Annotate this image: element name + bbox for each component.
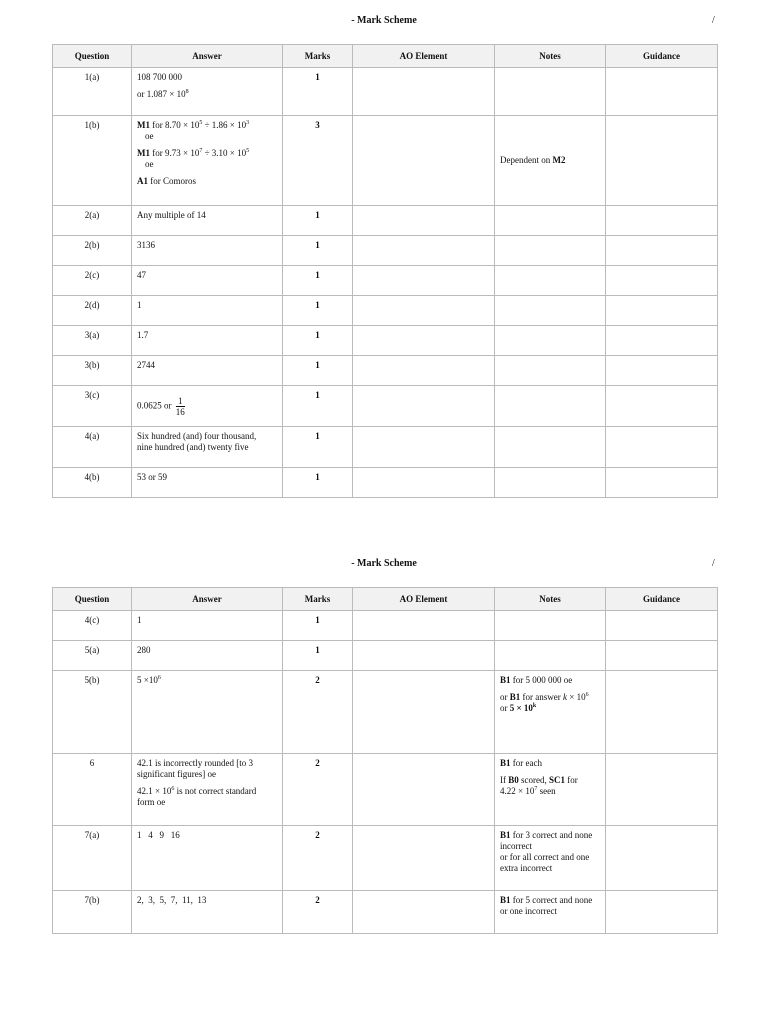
marks-cell: 1 — [283, 266, 353, 296]
notes-cell — [495, 427, 606, 468]
ao-cell — [353, 671, 495, 754]
answer-cell: 3136 — [132, 236, 283, 266]
column-header-answer: Answer — [132, 588, 283, 611]
notes-text: Dependent on — [500, 155, 553, 165]
notes-text: or for all correct and one — [500, 852, 590, 862]
marks-cell: 1 — [283, 236, 353, 266]
question-cell: 3(b) — [53, 356, 132, 386]
column-header-question: Question — [53, 588, 132, 611]
column-header-question: Question — [53, 45, 132, 68]
answer-cell — [132, 754, 283, 826]
answer-text: 5 ×10 — [137, 675, 158, 685]
page-mark: / — [712, 558, 715, 569]
answer-line: or 1.087 × 10 — [137, 89, 186, 99]
guidance-cell — [606, 116, 718, 206]
guidance-cell — [606, 427, 718, 468]
question-cell: 3(a) — [53, 326, 132, 356]
table-row — [53, 266, 718, 296]
answer-line: 108 700 000 — [137, 72, 182, 82]
fraction-numerator: 1 — [176, 396, 185, 407]
column-header-ao-element: AO Element — [353, 45, 495, 68]
notes-text: for 5 correct and none — [510, 895, 593, 905]
column-header-guidance: Guidance — [606, 588, 718, 611]
notes-cell — [495, 891, 606, 934]
question-cell: 4(c) — [53, 611, 132, 641]
question-cell: 4(b) — [53, 468, 132, 498]
answer-cell: 1 — [132, 611, 283, 641]
ao-cell — [353, 641, 495, 671]
question-cell: 6 — [53, 754, 132, 826]
exponent: 6 — [171, 786, 175, 792]
table-row — [53, 386, 718, 427]
exponent: k — [532, 703, 537, 709]
table-row — [53, 891, 718, 934]
answer-cell: 1 4 9 16 — [132, 826, 283, 891]
exponent: 6 — [157, 675, 161, 681]
mark-code: B1 — [509, 692, 521, 702]
mark-scheme-table-2 — [52, 587, 718, 934]
guidance-cell — [606, 206, 718, 236]
guidance-cell — [606, 386, 718, 427]
answer-line: significant figures] oe — [137, 769, 216, 779]
variable-k: k — [563, 692, 567, 702]
notes-value: 5 × 10 — [509, 703, 533, 713]
table-row — [53, 754, 718, 826]
mark-code: B1 — [500, 830, 511, 840]
answer-cell: 1 — [132, 296, 283, 326]
marks-cell: 2 — [283, 671, 353, 754]
notes-cell — [495, 671, 606, 754]
answer-text: ÷ 1.86 × 10 — [202, 120, 247, 130]
marks-cell: 1 — [283, 427, 353, 468]
answer-cell: 1.7 — [132, 326, 283, 356]
mark-code: B1 — [500, 758, 511, 768]
answer-text: ÷ 3.10 × 10 — [202, 148, 247, 158]
answer-cell: 53 or 59 — [132, 468, 283, 498]
page-title: - Mark Scheme — [351, 558, 417, 569]
question-cell: 3(c) — [53, 386, 132, 427]
notes-cell — [495, 68, 606, 116]
mark-code: M2 — [552, 155, 566, 165]
answer-cell — [132, 68, 283, 116]
notes-text: extra incorrect — [500, 863, 553, 873]
answer-cell: 2744 — [132, 356, 283, 386]
column-header-answer: Answer — [132, 45, 283, 68]
ao-cell — [353, 266, 495, 296]
answer-cell — [132, 386, 283, 427]
notes-cell — [495, 386, 606, 427]
table-row — [53, 611, 718, 641]
column-header-marks: Marks — [283, 588, 353, 611]
mark-code: SC1 — [549, 775, 566, 785]
marks-cell: 1 — [283, 206, 353, 236]
table-row — [53, 296, 718, 326]
notes-cell — [495, 266, 606, 296]
column-header-notes: Notes — [495, 588, 606, 611]
ao-cell — [353, 468, 495, 498]
ao-cell — [353, 236, 495, 266]
answer-text: oe — [145, 131, 154, 141]
notes-cell — [495, 236, 606, 266]
marks-cell: 1 — [283, 386, 353, 427]
notes-cell — [495, 116, 606, 206]
notes-text: 4.22 × 10 — [500, 786, 535, 796]
notes-text: incorrect — [500, 841, 532, 851]
notes-cell — [495, 641, 606, 671]
page-title: - Mark Scheme — [351, 15, 417, 26]
table-row — [53, 427, 718, 468]
notes-cell — [495, 206, 606, 236]
mark-code: B0 — [508, 775, 519, 785]
exponent: 7 — [199, 148, 203, 154]
fraction-denominator: 16 — [175, 406, 185, 417]
notes-cell — [495, 296, 606, 326]
ao-cell — [353, 826, 495, 891]
question-cell: 1(b) — [53, 116, 132, 206]
ao-cell — [353, 68, 495, 116]
answer-cell — [132, 116, 283, 206]
ao-cell — [353, 611, 495, 641]
answer-line: Six hundred (and) four thousand, — [137, 431, 257, 441]
column-header-guidance: Guidance — [606, 45, 718, 68]
marks-cell: 1 — [283, 296, 353, 326]
question-cell: 1(a) — [53, 68, 132, 116]
question-cell: 5(b) — [53, 671, 132, 754]
exponent: 8 — [185, 89, 189, 95]
notes-text: seen — [537, 786, 556, 796]
marks-cell: 1 — [283, 326, 353, 356]
guidance-cell — [606, 826, 718, 891]
page-header-2 — [0, 558, 768, 574]
ao-cell — [353, 116, 495, 206]
notes-cell — [495, 826, 606, 891]
mark-code: B1 — [500, 895, 511, 905]
marks-cell: 3 — [283, 116, 353, 206]
question-cell: 7(a) — [53, 826, 132, 891]
guidance-cell — [606, 611, 718, 641]
marks-cell: 2 — [283, 891, 353, 934]
column-header-ao-element: AO Element — [353, 588, 495, 611]
table-row — [53, 68, 718, 116]
exponent: 5 — [199, 120, 203, 126]
mark-code: M1 — [137, 120, 150, 130]
table-row — [53, 671, 718, 754]
column-header-marks: Marks — [283, 45, 353, 68]
ao-cell — [353, 386, 495, 427]
guidance-cell — [606, 754, 718, 826]
table-row — [53, 326, 718, 356]
ao-cell — [353, 326, 495, 356]
marks-cell: 1 — [283, 611, 353, 641]
answer-cell — [132, 427, 283, 468]
answer-text: 42.1 × 10 — [137, 786, 172, 796]
notes-text: scored, — [518, 775, 550, 785]
marks-cell: 2 — [283, 754, 353, 826]
notes-text: for — [565, 775, 578, 785]
answer-text: is not correct standard — [174, 786, 257, 796]
notes-text: for 5 000 000 oe — [510, 675, 573, 685]
answer-cell — [132, 671, 283, 754]
notes-text: for 3 correct and none — [510, 830, 593, 840]
notes-cell — [495, 356, 606, 386]
mark-code: M1 — [137, 148, 150, 158]
guidance-cell — [606, 671, 718, 754]
ao-cell — [353, 754, 495, 826]
table-row — [53, 641, 718, 671]
exponent: 7 — [534, 786, 538, 792]
table-row — [53, 116, 718, 206]
notes-text: for each — [510, 758, 542, 768]
table-row — [53, 236, 718, 266]
ao-cell — [353, 427, 495, 468]
marks-cell: 1 — [283, 356, 353, 386]
answer-cell: 47 — [132, 266, 283, 296]
table-row — [53, 826, 718, 891]
answer-cell: 2, 3, 5, 7, 11, 13 — [132, 891, 283, 934]
guidance-cell — [606, 641, 718, 671]
marks-cell: 1 — [283, 68, 353, 116]
table-header-row — [53, 588, 718, 611]
marks-cell: 1 — [283, 468, 353, 498]
answer-line: 42.1 is incorrectly rounded [to 3 — [137, 758, 253, 768]
guidance-cell — [606, 468, 718, 498]
table-row — [53, 206, 718, 236]
guidance-cell — [606, 68, 718, 116]
answer-text: for Comoros — [148, 176, 196, 186]
notes-text: or — [500, 692, 510, 702]
guidance-cell — [606, 326, 718, 356]
marks-cell: 1 — [283, 641, 353, 671]
question-cell: 2(a) — [53, 206, 132, 236]
ao-cell — [353, 296, 495, 326]
notes-text: for answer — [520, 692, 563, 702]
question-cell: 2(b) — [53, 236, 132, 266]
answer-line: form oe — [137, 797, 166, 807]
table-header-row — [53, 45, 718, 68]
table-row — [53, 468, 718, 498]
exponent: 6 — [585, 692, 589, 698]
notes-cell — [495, 754, 606, 826]
guidance-cell — [606, 236, 718, 266]
question-cell: 5(a) — [53, 641, 132, 671]
table-row — [53, 356, 718, 386]
guidance-cell — [606, 266, 718, 296]
guidance-cell — [606, 891, 718, 934]
exponent: 3 — [246, 120, 250, 126]
mark-code: A1 — [137, 176, 148, 186]
notes-text: If — [500, 775, 509, 785]
column-header-notes: Notes — [495, 45, 606, 68]
answer-text: for 8.70 × 10 — [150, 120, 200, 130]
answer-cell: Any multiple of 14 — [132, 206, 283, 236]
guidance-cell — [606, 356, 718, 386]
question-cell: 2(d) — [53, 296, 132, 326]
answer-cell: 280 — [132, 641, 283, 671]
notes-text: × 10 — [567, 692, 586, 702]
notes-text: or — [500, 703, 510, 713]
ao-cell — [353, 206, 495, 236]
ao-cell — [353, 891, 495, 934]
fraction — [176, 396, 185, 417]
answer-line: nine hundred (and) twenty five — [137, 442, 249, 452]
notes-cell — [495, 326, 606, 356]
notes-cell — [495, 468, 606, 498]
mark-scheme-table-1 — [52, 44, 718, 498]
page-mark: / — [712, 15, 715, 26]
marks-cell: 2 — [283, 826, 353, 891]
question-cell: 4(a) — [53, 427, 132, 468]
mark-code: B1 — [500, 675, 511, 685]
question-cell: 7(b) — [53, 891, 132, 934]
question-cell: 2(c) — [53, 266, 132, 296]
notes-cell — [495, 611, 606, 641]
page-header-1 — [0, 15, 768, 31]
answer-text: 0.0625 or — [137, 400, 172, 411]
ao-cell — [353, 356, 495, 386]
guidance-cell — [606, 296, 718, 326]
answer-text: for 9.73 × 10 — [150, 148, 200, 158]
notes-text: or one incorrect — [500, 906, 557, 916]
exponent: 5 — [246, 148, 250, 154]
answer-text: oe — [145, 159, 154, 169]
